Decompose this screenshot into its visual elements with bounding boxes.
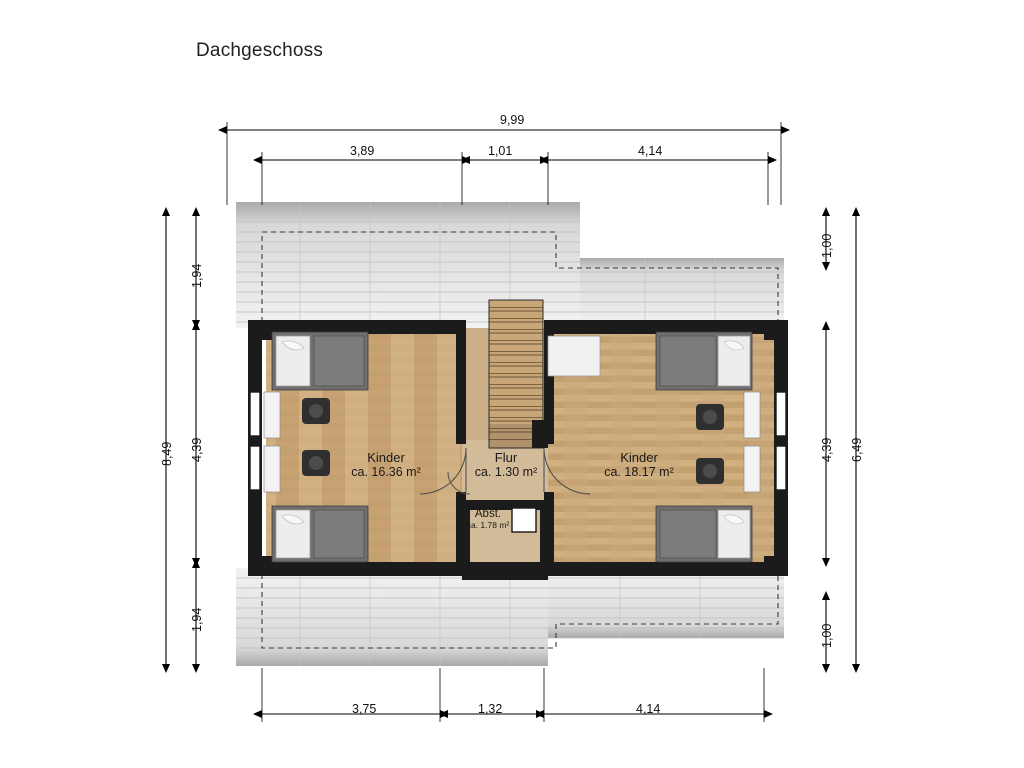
room-area: ca. 18.17 m² — [604, 465, 674, 479]
dim-right-outer: 6,49 — [850, 437, 864, 462]
room-label-abst — [446, 508, 530, 530]
dim-bottom-3: 4,14 — [636, 702, 661, 716]
staircase — [489, 300, 548, 448]
dim-left-outer: 8,49 — [160, 441, 174, 466]
room-name: Abst. — [474, 508, 502, 520]
dim-bottom-2: 1,32 — [478, 702, 503, 716]
room-label-kinder-left — [316, 450, 456, 479]
room-label-kinder-right — [569, 450, 709, 479]
dim-right-inner-2: 4,39 — [820, 437, 834, 462]
dim-left-inner-3: 1,94 — [190, 607, 204, 632]
dim-right-inner-1: 1,00 — [820, 233, 834, 258]
room-area: ca. 16.36 m² — [351, 465, 421, 479]
room-name: Kinder — [367, 450, 405, 465]
dim-bottom-1: 3,75 — [352, 702, 377, 716]
room-name: Flur — [494, 450, 518, 465]
dim-left-inner-1: 1,94 — [190, 263, 204, 288]
room-name: Kinder — [620, 450, 658, 465]
dim-top-inner-2: 1,01 — [488, 144, 513, 158]
room-area: ca. 1.78 m² — [466, 520, 510, 530]
room-label-flur — [446, 450, 566, 479]
dim-top-inner-3: 4,14 — [638, 144, 663, 158]
dim-top-inner-1: 3,89 — [350, 144, 375, 158]
dim-right-inner-3: 1,00 — [820, 623, 834, 648]
dim-left-inner-2: 4,39 — [190, 437, 204, 462]
page-title: Dachgeschoss — [196, 40, 324, 61]
dim-top-outer: 9,99 — [500, 113, 525, 127]
room-area: ca. 1.30 m² — [474, 465, 538, 479]
